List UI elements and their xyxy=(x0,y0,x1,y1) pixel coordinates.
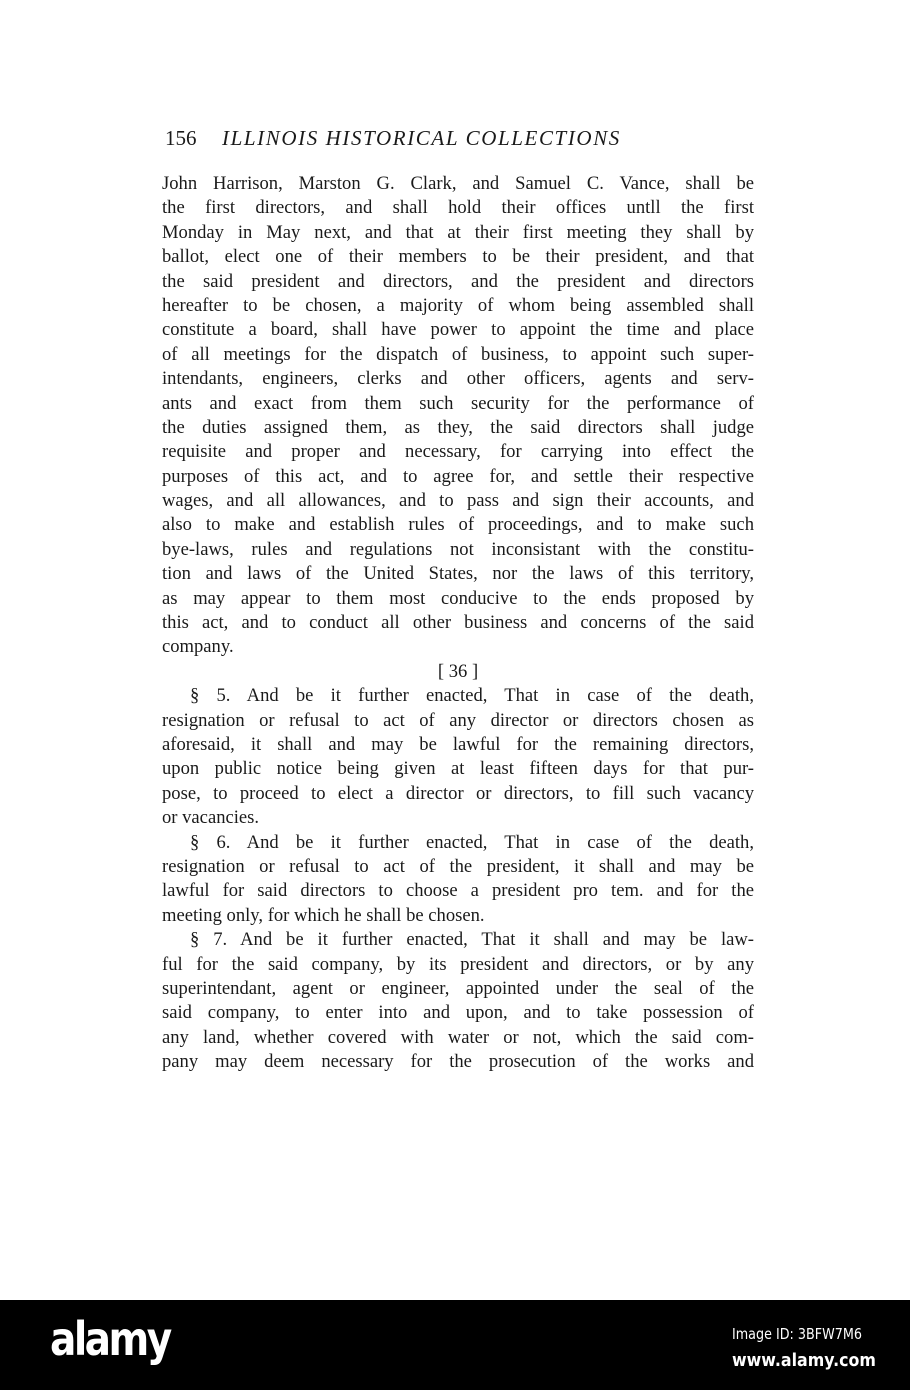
running-header xyxy=(165,126,621,151)
document-body xyxy=(162,172,754,1074)
text-line: constitute a board, shall have power to appoint the time and place xyxy=(162,319,754,341)
image-id: Image ID: 3BFW7M6 xyxy=(732,1325,862,1343)
text-line: § 5. And be it further enacted, That in case of the death, xyxy=(190,685,754,707)
text-line: upon public notice being given at least fifteen days for that pur- xyxy=(162,758,754,780)
text-line: said company, to enter into and upon, and to take possession of xyxy=(162,1002,754,1024)
text-line: wages, and all allowances, and to pass and sign their accounts, and xyxy=(162,490,754,512)
text-line: [ 36 ] xyxy=(437,660,479,682)
text-line: lawful for said directors to choose a president pro tem. and for the xyxy=(162,880,754,902)
watermark-bar xyxy=(0,1300,910,1390)
alamy-logo: alamy xyxy=(50,1312,170,1366)
text-line: pose, to proceed to elect a director or directors, to fill such vacancy xyxy=(162,782,754,804)
text-line: hereafter to be chosen, a majority of whom being assembled shall xyxy=(162,294,754,316)
paragraph xyxy=(162,928,754,1074)
paragraph xyxy=(162,831,754,929)
text-line: meeting only, for which he shall be chosen. xyxy=(162,904,485,926)
text-line: requisite and proper and necessary, for carrying into effect the xyxy=(162,441,754,463)
page-marker xyxy=(162,660,754,684)
text-line: as may appear to them most conducive to the ends proposed by xyxy=(162,587,754,609)
text-line: ful for the said company, by its president and directors, or by any xyxy=(162,953,754,975)
paragraph xyxy=(162,684,754,830)
text-line: resignation or refusal to act of any director or directors chosen as xyxy=(162,709,754,731)
text-line: purposes of this act, and to agree for, and settle their respective xyxy=(162,465,754,487)
text-line: or vacancies. xyxy=(162,807,260,829)
page-number: 156 xyxy=(165,126,197,150)
text-line: the first directors, and shall hold their offices untll the first xyxy=(162,197,754,219)
text-line: superintendant, agent or engineer, appointed under the seal of the xyxy=(162,977,754,999)
text-line: bye-laws, rules and regulations not inconsistant with the constitu- xyxy=(162,538,754,560)
text-line: intendants, engineers, clerks and other officers, agents and serv- xyxy=(162,368,754,390)
text-line: company. xyxy=(162,636,234,658)
text-line: aforesaid, it shall and may be lawful for the remaining directors, xyxy=(162,733,754,755)
running-title: ILLINOIS HISTORICAL COLLECTIONS xyxy=(222,126,621,150)
text-line: any land, whether covered with water or not, which the said com- xyxy=(162,1026,754,1048)
text-line: § 7. And be it further enacted, That it shall and may be law- xyxy=(190,929,754,951)
paragraph xyxy=(162,172,754,660)
text-line: § 6. And be it further enacted, That in case of the death, xyxy=(190,831,754,853)
text-line: of all meetings for the dispatch of business, to appoint such super- xyxy=(162,343,754,365)
text-line: Monday in May next, and that at their first meeting they shall by xyxy=(162,221,754,243)
text-line: ants and exact from them such security for the performance of xyxy=(162,392,754,414)
text-line: also to make and establish rules of proceedings, and to make such xyxy=(162,514,754,536)
text-line: tion and laws of the United States, nor the laws of this territory, xyxy=(162,563,754,585)
text-line: the duties assigned them, as they, the said directors shall judge xyxy=(162,416,754,438)
text-line: the said president and directors, and the president and directors xyxy=(162,270,754,292)
text-line: resignation or refusal to act of the president, it shall and may be xyxy=(162,855,754,877)
site-url: www.alamy.com xyxy=(732,1350,876,1371)
text-line: pany may deem necessary for the prosecution of the works and xyxy=(162,1051,754,1073)
text-line: John Harrison, Marston G. Clark, and Samuel C. Vance, shall be xyxy=(162,173,754,194)
text-line: ballot, elect one of their members to be their president, and that xyxy=(162,246,754,268)
text-line: this act, and to conduct all other business and concerns of the said xyxy=(162,612,754,634)
